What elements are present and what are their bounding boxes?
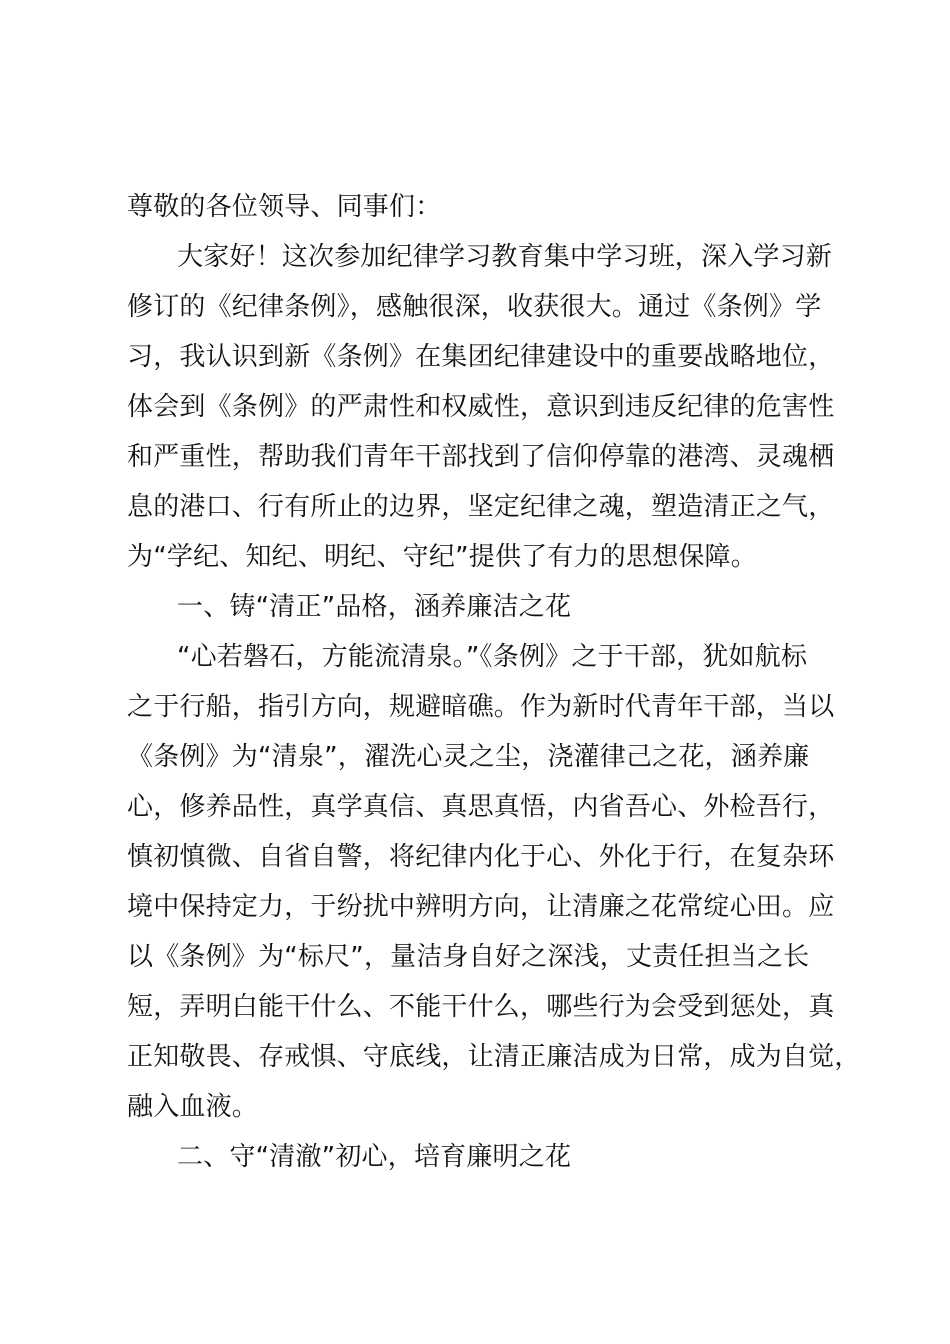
paragraph2-line: 之于行船，指引方向，规避暗礁。作为新时代青年干部，当以 [127,692,835,722]
paragraph1-line: 修订的《纪律条例》，感触很深，收获很大。通过《条例》学 [127,292,822,322]
section-heading-2: 二、守“清澈”初心，培育廉明之花 [177,1142,572,1172]
paragraph2-line: 以《条例》为“标尺”，量洁身自好之深浅，丈责任担当之长 [127,942,810,972]
paragraph2-line: “心若磐石，方能流清泉。”《条例》之于干部，犹如航标 [177,642,808,672]
paragraph1-line: 习，我认识到新《条例》在集团纪律建设中的重要战略地位， [127,342,835,372]
section-heading-1: 一、铸“清正”品格，涵养廉洁之花 [177,592,572,622]
paragraph2-line: 短，弄明白能干什么、不能干什么，哪些行为会受到惩处，真 [127,992,835,1022]
paragraph1-line: 为“学纪、知纪、明纪、守纪”提供了有力的思想保障。 [127,542,757,572]
paragraph2-line: 融入血液。 [127,1092,259,1122]
paragraph2-line: 《条例》为“清泉”，濯洗心灵之尘，浇灌律己之花，涵养廉 [127,742,810,772]
paragraph1-line: 大家好！这次参加纪律学习教育集中学习班，深入学习新 [177,242,833,272]
paragraph2-line: 境中保持定力，于纷扰中辨明方向，让清廉之花常绽心田。应 [127,892,835,922]
paragraph2-line: 慎初慎微、自省自警，将纪律内化于心、外化于行，在复杂环 [127,842,835,872]
paragraph1-line: 体会到《条例》的严肃性和权威性，意识到违反纪律的危害性 [127,392,835,422]
paragraph2-line: 正知敬畏、存戒惧、守底线，让清正廉洁成为日常，成为自觉， [127,1042,861,1072]
paragraph1-line: 息的港口、行有所止的边界，坚定纪律之魂，塑造清正之气， [127,492,835,522]
greeting: 尊敬的各位领导、同事们： [127,192,442,222]
paragraph1-line: 和严重性，帮助我们青年干部找到了信仰停靠的港湾、灵魂栖 [127,442,835,472]
paragraph2-line: 心，修养品性，真学真信、真思真悟，内省吾心、外检吾行， [127,792,835,822]
